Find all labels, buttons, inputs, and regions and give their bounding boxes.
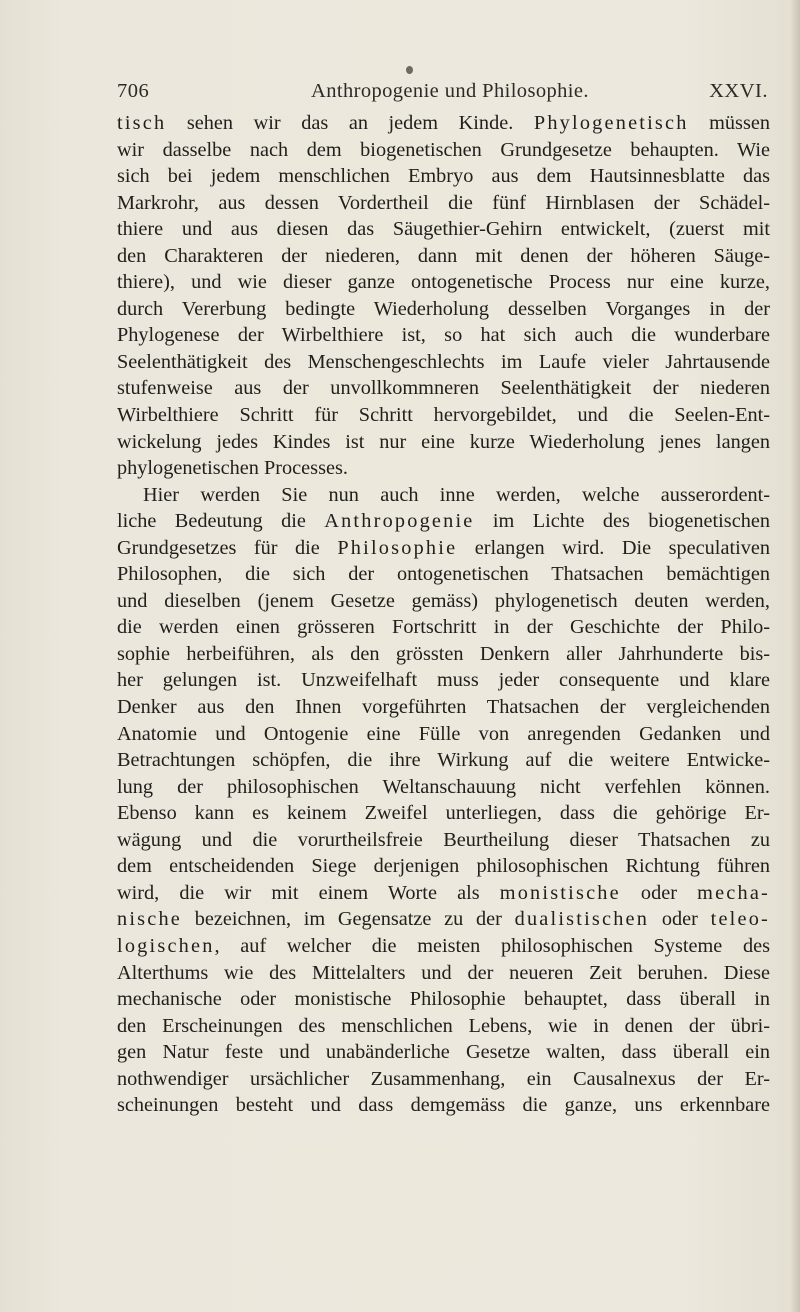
text-segment: Grundgesetzes für die [117, 536, 338, 559]
text-segment: wir dasselbe nach dem biogenetischen Grundgesetze behaupten. Wie [117, 138, 770, 161]
text-line [117, 588, 770, 615]
spaced-emphasis: tisch [117, 112, 167, 134]
text-line [117, 375, 770, 402]
text-line [117, 429, 770, 456]
text-segment: Ebenso kann es keinem Zweifel unterliegen, dass die gehörige Er- [117, 802, 770, 825]
text-line [117, 508, 770, 535]
text-segment: den Erscheinungen des menschlichen Lebens, wie in denen der übri- [117, 1014, 770, 1037]
text-line [117, 296, 770, 323]
text-segment: bezeichnen, im Gegensatze zu der [182, 908, 515, 931]
text-segment: Wirbelthiere Schritt für Schritt hervorgebildet, und die Seelen-Ent- [117, 404, 770, 427]
text-segment: durch Vererbung bedingte Wiederholung desselben Vorganges in der [117, 297, 770, 320]
text-segment: thiere), und wie dieser ganze ontogenetische Process nur eine kurze, [117, 271, 770, 294]
text-line [117, 933, 770, 960]
spaced-emphasis: Philosophie [337, 536, 458, 559]
text-segment: Hier werden Sie nun auch inne werden, welche ausserordent- [143, 483, 770, 506]
text-segment: phylogenetischen Processes. [117, 457, 348, 480]
text-segment: , auf welcher die meisten philosophischen Systeme des [214, 934, 770, 957]
text-segment: Anatomie und Ontogenie eine Fülle von anregenden Gedanken und [117, 722, 770, 745]
text-line [117, 163, 770, 190]
text-segment: Markrohr, aus dessen Vordertheil die fünf Hirnblasen der Schädel- [117, 191, 770, 214]
text-segment: wickelung jedes Kindes ist nur eine kurze Wiederholung jenes langen [117, 430, 770, 453]
text-segment: mechanische oder monistische Philosophie behauptet, dass überall in [117, 988, 770, 1011]
spaced-emphasis: teleo- [710, 908, 770, 931]
text-line [117, 960, 770, 987]
text-segment: lung der philosophischen Weltanschauung nicht verfehlen können. [117, 775, 770, 798]
text-segment: wird, die wir mit einem Worte als [117, 881, 500, 904]
text-segment: liche Bedeutung die [117, 510, 325, 533]
text-segment: thiere und aus diesen das Säugethier-Gehirn entwickelt, (zuerst mit [117, 218, 770, 241]
spaced-emphasis: nische [117, 908, 183, 931]
text-segment: Alterthums wie des Mittelalters und der neueren Zeit beruhen. Diese [117, 961, 770, 984]
running-title: Anthropogenie und Philosophie. [311, 80, 589, 102]
ink-dot [406, 66, 413, 74]
text-segment: oder [620, 881, 698, 904]
spaced-emphasis: logischen [117, 934, 215, 957]
spaced-emphasis: Phylogenetisch [533, 112, 689, 134]
text-line [117, 1039, 770, 1066]
spaced-emphasis: mecha- [697, 881, 770, 904]
text-line [117, 880, 770, 907]
text-segment: Betrachtungen schöpfen, die ihre Wirkung auf die weitere Entwicke- [117, 749, 770, 772]
text-line [117, 774, 770, 801]
text-line [117, 243, 770, 270]
text-segment: den Charakteren der niederen, dann mit denen der höheren Säuge- [117, 244, 770, 267]
text-line [117, 721, 770, 748]
text-line [117, 747, 770, 774]
text-segment: die werden einen grösseren Fortschritt in der Geschichte der Philo- [117, 616, 770, 639]
text-line [117, 269, 770, 296]
text-segment: erlangen wird. Die speculativen [457, 536, 770, 559]
text-segment: Philosophen, die sich der ontogenetischen Thatsachen bemächtigen [117, 563, 770, 586]
text-line [117, 402, 770, 429]
text-segment: scheinungen besteht und dass demgemäss die ganze, uns erkennbare [117, 1094, 770, 1117]
text-line [117, 614, 770, 641]
page-number: 706 [117, 80, 150, 102]
spaced-emphasis: monistische [499, 881, 621, 904]
text-segment: gen Natur feste und unabänderliche Gesetze walten, dass überall ein [117, 1041, 770, 1064]
text-line [117, 694, 770, 721]
text-line [117, 1066, 770, 1093]
text-segment: und dieselben (jenem Gesetze gemäss) phylogenetisch deuten werden, [117, 589, 770, 612]
spaced-emphasis: Anthropogenie [324, 510, 475, 533]
text-segment: sich bei jedem menschlichen Embryo aus dem Hautsinnesblatte das [117, 165, 770, 188]
text-line [117, 110, 770, 137]
text-segment: stufenweise aus der unvollkommneren Seelenthätigkeit der niederen [117, 377, 770, 400]
text-line [117, 535, 770, 562]
text-line [117, 641, 770, 668]
text-segment: sehen wir das an jedem Kinde. [166, 112, 534, 134]
text-line [117, 561, 770, 588]
text-line [117, 190, 770, 217]
text-segment: wägung und die vorurtheilsfreie Beurtheilung dieser Thatsachen zu [117, 828, 770, 851]
text-line [117, 827, 770, 854]
spaced-emphasis: dualistischen [514, 908, 650, 931]
text-line [117, 986, 770, 1013]
text-segment: dem entscheidenden Siege derjenigen philosophischen Richtung führen [117, 855, 770, 878]
body-text [117, 110, 770, 1119]
text-line [117, 349, 770, 376]
text-segment: nothwendiger ursächlicher Zusammenhang, ein Causalnexus der Er- [117, 1067, 770, 1090]
text-segment: Seelenthätigkeit des Menschengeschlechts im Laufe vieler Jahrtausende [117, 350, 770, 373]
page-edge-shadow [790, 0, 800, 1312]
text-segment: im Lichte des biogenetischen [474, 510, 770, 533]
chapter-number: XXVI. [709, 80, 768, 102]
text-segment: sophie herbeiführen, als den grössten Denkern aller Jahrhunderte bis- [117, 642, 770, 665]
text-segment: her gelungen ist. Unzweifelhaft muss jeder consequente und klare [117, 669, 770, 692]
text-line [117, 455, 770, 482]
text-line [117, 667, 770, 694]
text-line [117, 1013, 770, 1040]
text-line [117, 1092, 770, 1119]
text-segment: Phylogenese der Wirbelthiere ist, so hat sich auch die wunderbare [117, 324, 770, 347]
text-line [117, 137, 770, 164]
text-line [117, 800, 770, 827]
text-segment: Denker aus den Ihnen vorgeführten Thatsachen der vergleichenden [117, 696, 770, 719]
text-segment: müssen [688, 112, 770, 134]
text-segment: oder [649, 908, 711, 931]
text-line [117, 216, 770, 243]
text-line [117, 482, 770, 509]
text-line [117, 322, 770, 349]
text-line [117, 906, 770, 933]
page-header [117, 80, 768, 110]
text-line [117, 853, 770, 880]
